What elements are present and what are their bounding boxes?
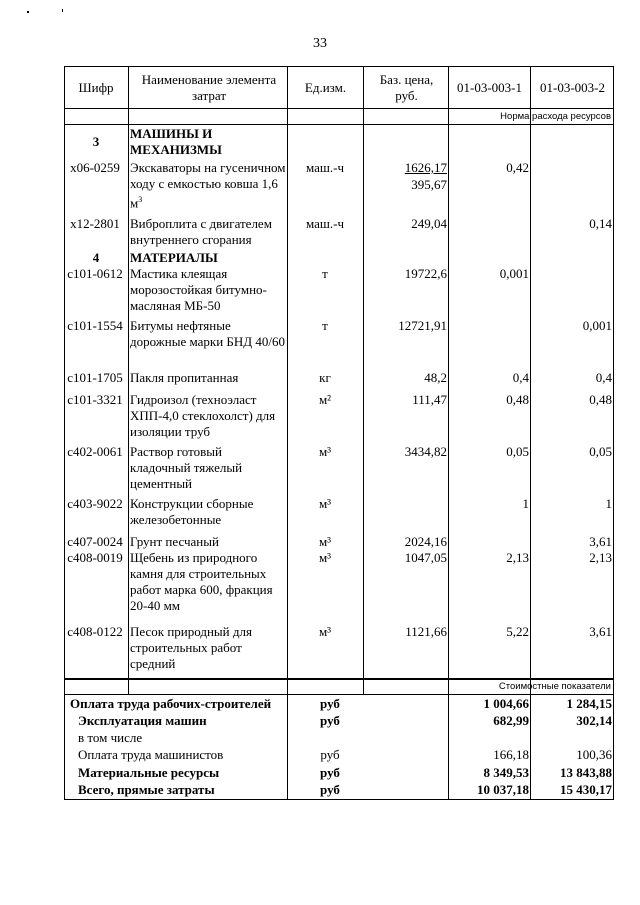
row-code: с403-9022	[67, 496, 123, 511]
row-name: Виброплита с двигателем внутреннего сгорания	[130, 216, 272, 247]
footer-name: Оплата труда машинистов	[78, 747, 224, 762]
footer-name: Всего, прямые затраты	[78, 782, 215, 797]
row-price: 1047,05	[404, 550, 447, 565]
footer-value-1: 8 349,53	[483, 765, 529, 780]
section-number: 3	[92, 134, 100, 149]
row-value-1: 0,42	[506, 160, 529, 175]
row-price: 1121,66	[405, 624, 447, 639]
footer-name: Эксплуатация машин	[78, 713, 207, 728]
footer-name: в том числе	[78, 730, 143, 745]
norm-label: Норма расхода ресурсов	[500, 111, 611, 122]
row-unit: м²	[318, 392, 332, 407]
row-unit: м³	[318, 550, 332, 565]
row-code: х12-2801	[70, 216, 120, 231]
footer-value-2: 100,36	[576, 747, 612, 762]
row-name: Пакля пропитанная	[130, 370, 239, 385]
row-value-1: 2,13	[506, 550, 529, 565]
row-name: Конструкции сборные железобетонные	[130, 496, 254, 527]
header-unit: Ед.изм.	[304, 80, 347, 95]
row-code: с402-0061	[67, 444, 123, 459]
footer-value-1: 682,99	[493, 713, 529, 728]
footer-value-2: 302,14	[576, 713, 612, 728]
cost-label: Стоимостные показатели	[498, 681, 611, 692]
header-code: Шифр	[78, 80, 114, 95]
row-unit: м³	[318, 624, 332, 639]
header-name: Наименование элемента затрат	[141, 72, 277, 103]
row-name: Грунт песчаный	[130, 534, 219, 549]
footer-name: Материальные ресурсы	[78, 765, 220, 780]
footer-unit: руб	[320, 765, 340, 780]
row-unit: кг	[319, 370, 331, 385]
row-unit: м³	[318, 534, 332, 549]
row-value-1: 0,001	[499, 266, 529, 281]
row-value-1: 0,05	[506, 444, 529, 459]
row-unit: т	[322, 266, 328, 281]
row-name: Песок природный для строительных работ средний	[130, 624, 252, 671]
row-price: 48,2	[424, 370, 447, 385]
row-price: 19722,6	[404, 266, 447, 281]
row-name: Щебень из природного камня для строительных работ марка 600, фракция 20-40 мм	[130, 550, 273, 613]
row-value-2: 0,14	[589, 216, 612, 231]
row-value-2: 0,4	[595, 370, 612, 385]
footer-unit: руб	[320, 782, 340, 797]
row-value-2: 3,61	[589, 534, 612, 549]
row-price: 2024,16	[404, 534, 447, 549]
scan-speck	[27, 11, 29, 13]
footer-value-2: 15 430,17	[560, 782, 612, 797]
section-title: МАТЕРИАЛЫ	[130, 250, 218, 265]
footer-value-1: 166,18	[493, 747, 529, 762]
row-code: х06-0259	[70, 160, 120, 175]
row-price: 1626,17	[404, 160, 447, 175]
resource-table	[64, 66, 614, 800]
row-value-2: 0,48	[589, 392, 612, 407]
row-unit: м³	[318, 444, 332, 459]
row-price: 12721,91	[398, 318, 447, 333]
row-unit: м³	[318, 496, 332, 511]
footer-value-2: 13 843,88	[560, 765, 612, 780]
row-code: с101-0612	[67, 266, 123, 281]
header-col2: 01-03-003-2	[540, 80, 605, 95]
row-price: 111,47	[412, 392, 447, 407]
footer-value-1: 1 004,66	[483, 696, 529, 711]
row-value-1: 0,4	[512, 370, 529, 385]
row-price: 249,04	[411, 216, 447, 231]
row-value-2: 2,13	[589, 550, 612, 565]
footer-value-2: 1 284,15	[566, 696, 612, 711]
row-code: с101-3321	[67, 392, 123, 407]
row-name: Мастика клеящая морозостойкая битумно- масляная МБ-50	[130, 266, 267, 313]
header-price: Баз. цена, руб.	[379, 72, 434, 103]
section-title: МАШИНЫ И МЕХАНИЗМЫ	[130, 126, 222, 157]
scan-speck	[62, 9, 63, 12]
section-number: 4	[92, 250, 100, 265]
row-unit: маш.-ч	[305, 160, 345, 175]
row-price: 3434,82	[404, 444, 447, 459]
row-unit: т	[322, 318, 328, 333]
row-name: Битумы нефтяные дорожные марки БНД 40/60	[130, 318, 285, 349]
row-value-2: 0,001	[582, 318, 612, 333]
row-price-secondary: 395,67	[411, 177, 447, 192]
row-value-1: 0,48	[506, 392, 529, 407]
footer-unit: руб	[320, 696, 340, 711]
row-code: с101-1554	[67, 318, 123, 333]
footer-name: Оплата труда рабочих-строителей	[70, 696, 272, 711]
row-value-2: 1	[605, 496, 612, 511]
row-value-1: 5,22	[506, 624, 529, 639]
header-col1: 01-03-003-1	[457, 80, 522, 95]
footer-unit: руб	[320, 713, 340, 728]
row-code: с407-0024	[67, 534, 123, 549]
row-value-2: 0,05	[589, 444, 612, 459]
footer-unit: руб	[320, 747, 340, 762]
row-name: Экскаваторы на гусеничном ходу с емкостью ковша 1,6 $м^3$	[130, 160, 286, 211]
footer-value-1: 10 037,18	[477, 782, 529, 797]
row-name: Раствор готовый кладочный тяжелый цементный	[130, 444, 243, 491]
row-unit: маш.-ч	[305, 216, 345, 231]
row-code: с408-0019	[67, 550, 123, 565]
row-code: с101-1705	[67, 370, 123, 385]
row-name: Гидроизол (техноэласт ХПП-4,0 стеклохолст) для изоляции труб	[130, 392, 276, 439]
row-value-1: 1	[522, 496, 529, 511]
row-value-2: 3,61	[589, 624, 612, 639]
row-code: с408-0122	[67, 624, 123, 639]
page-number: 33	[313, 36, 327, 51]
